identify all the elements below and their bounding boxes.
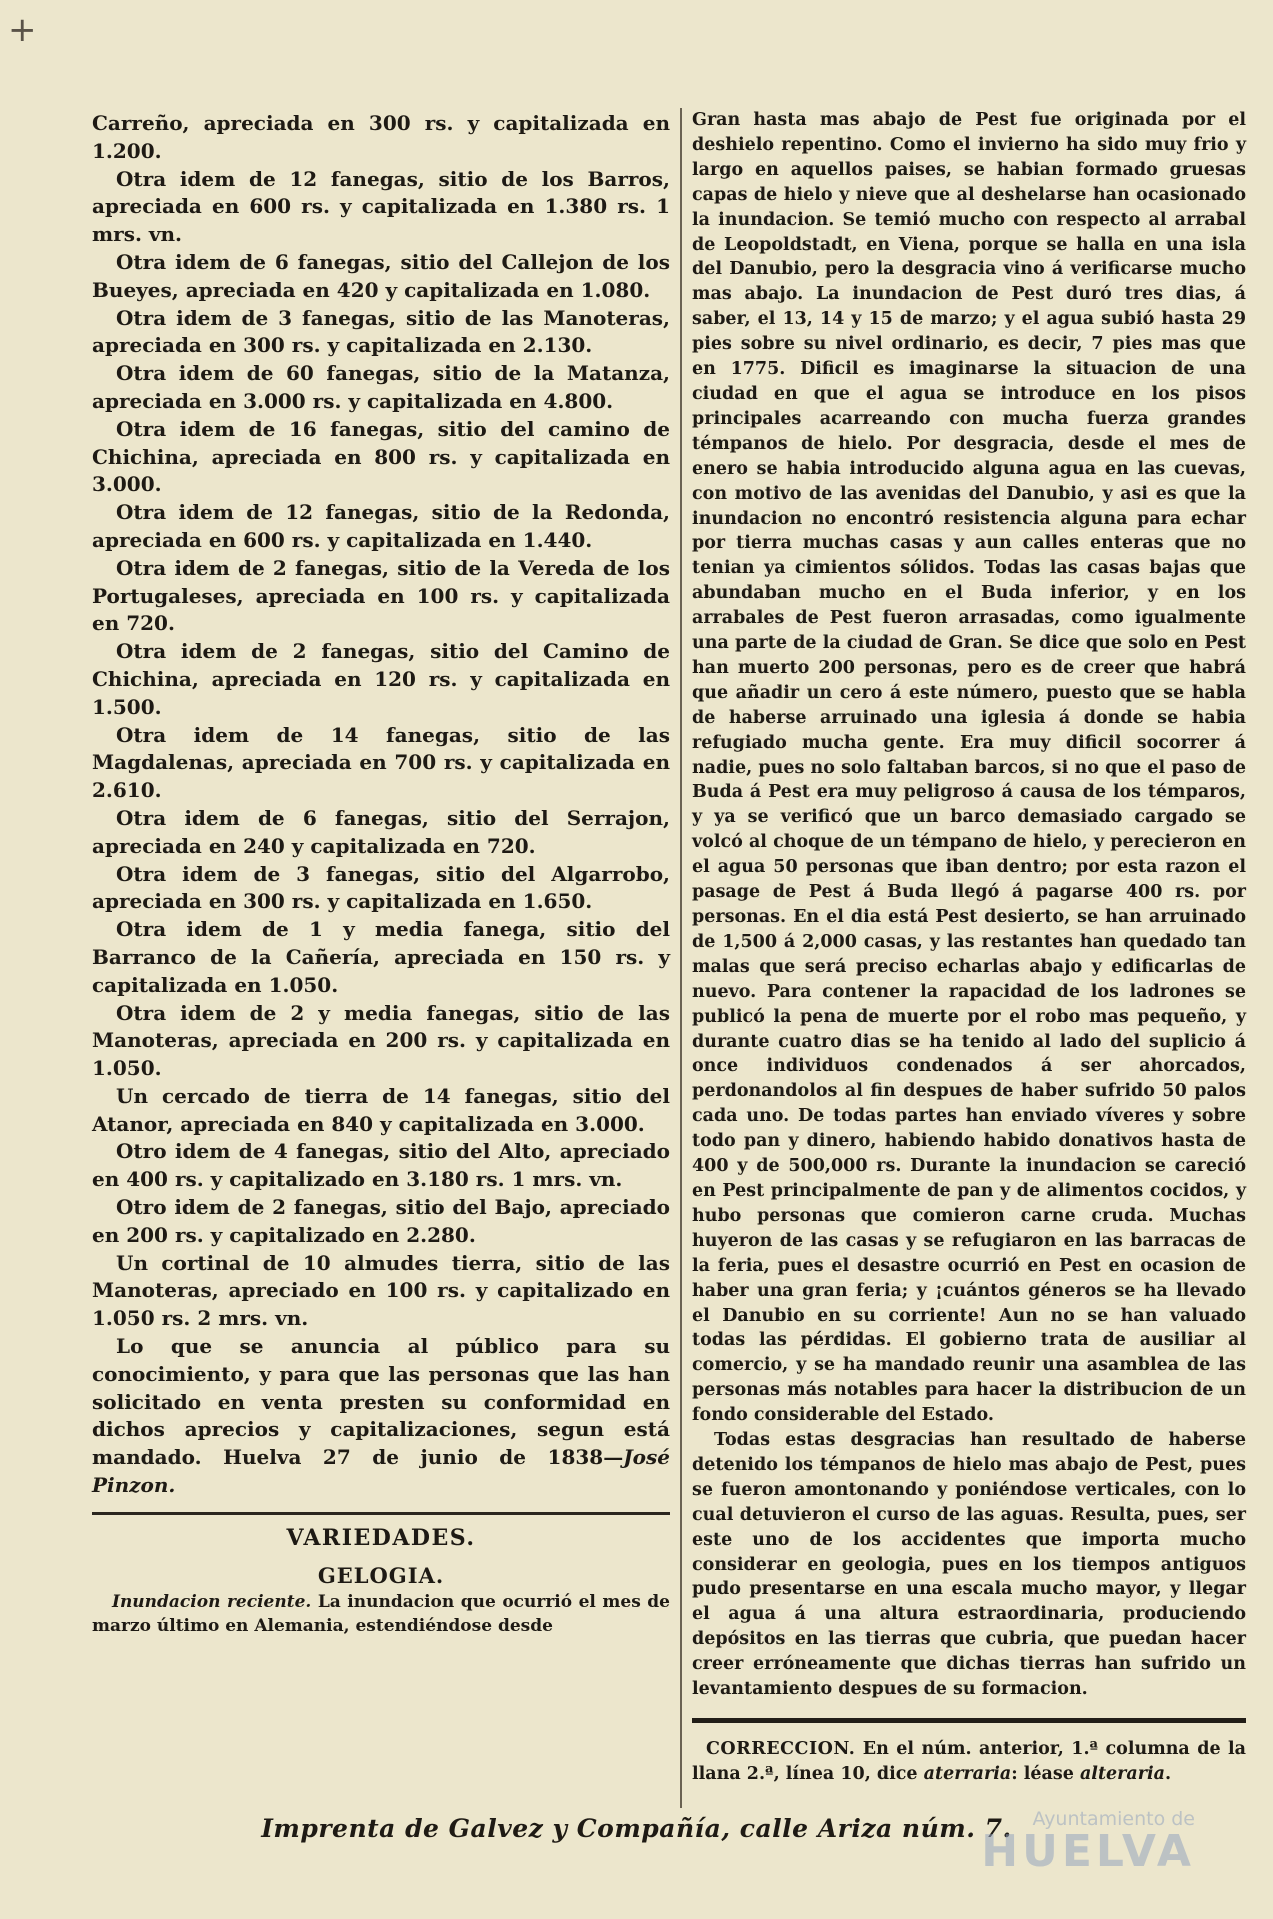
right-column: [692, 108, 1246, 1787]
subsection-title: GELOGIA.: [317, 1562, 445, 1588]
printer-imprint: Imprenta de Galvez y Compañía, calle Ariza núm. 7.: [261, 1814, 1012, 1843]
listing-entry: Otra idem de 6 fanegas, sitio del Callejon de los Bueyes, apreciada en 420 y capitalizada en 1.080.: [92, 249, 670, 302]
listing-entry: Otra idem de 14 fanegas, sitio de las Magdalenas, apreciada en 700 rs. y capitalizada en 2.610.: [92, 722, 670, 803]
correction-text: En el núm. anterior, 1.ª columna de la llana 2.ª, línea 10, dice: [692, 1739, 1246, 1784]
listing-entry: Otra idem de 12 fanegas, sitio de los Barros, apreciada en 600 rs. y capitalizada en 1.380 rs. 1 mrs. vn.: [92, 166, 670, 247]
listing-entry: Otra idem de 60 fanegas, sitio de la Matanza, apreciada en 3.000 rs. y capitalizada en 4.800.: [92, 361, 670, 413]
listing-entry: Otra idem de 2 fanegas, sitio de la Vereda de los Portugaleses, apreciada en 100 rs. y capitalizada en 720.: [92, 555, 670, 636]
section-divider: [92, 1512, 670, 1515]
article-paragraph: Gran hasta mas abajo de Pest fue originada por el deshielo repentino. Como el invierno ha sido muy frio y largo en aquellos paises, se habian formado gruesas capas de hielo y nieve que al deshelarse han ocasionado la inundacion. Se temió mucho con respecto al arrabal de Leopoldstadt, en Viena, porque se halla en una isla del Danubio, pero la desgracia vino á verificarse mucho mas abajo. La inundacion de Pest duró tres dias, á saber, el 13, 14 y 15 de marzo; y el agua subió hasta 29 pies sobre su nivel ordinario, es decir, 7 pies mas que en 1775. Dificil es imaginarse la situacion de una ciudad en que el agua se introduce en los pisos principales acarreando con mucha fuerza grandes témpanos de hielo. Por desgracia, desde el mes de enero se habia introducido alguna agua en las cuevas, con motivo de las avenidas del Danubio, y asi es que la inundacion no encontró resistencia alguna para echar por tierra muchas casas y aun calles enteras que no tenian ya cimientos sólidos. Todas las casas bajas que abundaban mucho en el Buda inferior, y en los arrabales de Pest fueron arrasadas, como igualmente una parte de la ciudad de Gran. Se dice que solo en Pest han muerto 200 personas, pero es de creer que habrá que añadir un cero á este número, puesto que se habla de haberse arruinado una iglesia á donde se habia refugiado mucha gente. Era muy dificil socorrer á nadie, pues no solo faltaban barcos, si no que el paso de Buda á Pest era muy peligroso á causa de los témparos, y ya se verificó que un barco demasiado cargado se volcó al choque de un témpano de hielo, y perecieron en el agua 50 personas que iban dentro; por esta razon el pasage de Pest á Buda llegó á pagarse 400 rs. por personas. En el dia está Pest desierto, se han arruinado de 1,500 á 2,000 casas, y las restantes han quedado tan malas que será preciso echarlas abajo y edificarlas de nuevo. Para contener la rapacidad de los ladrones se publicó la pena de muerte por el robo mas pequeño, y durante cuatro dias se ha tenido al lado del suplicio á once individuos condenados á ser ahorcados, perdonandolos al fin despues de haber sufrido 50 palos cada uno. De todas partes han enviado víveres y sobre todo pan y dinero, habiendo habido donativos hasta de 400 y de 500,000 rs. Durante la inundacion se careció en Pest principalmente de pan y de alimentos cocidos, y hubo personas que comieron carne cruda. Muchas huyeron de las casas y se refugiaron en las barracas de la feria, pues el desastre ocurrió en Pest en ocasion de haber una gran feria; y ¡cuántos géneros se ha llevado el Danubio en su corriente! Aun no se han valuado todas las pérdidas. El gobierno trata de ausiliar al comercio, y se ha mandado reunir una asamblea de las personas más notables para hacer la distribucion de un fondo considerable del Estado.: [692, 110, 1246, 1426]
correction-text-middle: : léase: [1011, 1763, 1074, 1784]
listing-entry: Otra idem de 1 y media fanega, sitio del Barranco de la Cañería, apreciada en 150 rs. y capitalizada en 1.050.: [92, 917, 670, 997]
listing-entry: Carreño, apreciada en 300 rs. y capitalizada en 1.200.: [92, 111, 670, 163]
property-listings: [92, 110, 670, 1333]
correction-divider: [692, 1718, 1246, 1723]
section-title: VARIEDADES.: [286, 1524, 476, 1551]
watermark-line-2: HUELVA: [981, 1826, 1195, 1877]
archive-watermark: [981, 1808, 1195, 1877]
correction-text-end: .: [1164, 1763, 1172, 1784]
left-column: [92, 110, 670, 1638]
column-divider: [680, 108, 682, 1808]
listing-entry: Otra idem de 6 fanegas, sitio del Serrajon, apreciada en 240 y capitalizada en 720.: [92, 805, 670, 858]
listing-entry: Un cercado de tierra de 14 fanegas, sitio del Atanor, apreciada en 840 y capitalizada en 3.000.: [92, 1083, 670, 1136]
listing-entry: Un cortinal de 10 almudes tierra, sitio de las Manoteras, apreciado en 100 rs. y capitalizado en 1.050 rs. 2 mrs. vn.: [92, 1250, 670, 1331]
listing-entry: Otra idem de 12 fanegas, sitio de la Redonda, apreciada en 600 rs. y capitalizada en 1.440.: [92, 500, 670, 552]
announcement-closing: [92, 1333, 670, 1500]
watermark-line-1: Ayuntamiento de: [1032, 1808, 1195, 1830]
correction-right-word: alteraria: [1079, 1763, 1165, 1784]
signature: José Pinzon.: [92, 1445, 670, 1498]
correction-notice: [692, 1737, 1246, 1787]
article-lead: Inundacion reciente.: [112, 1591, 312, 1612]
listing-entry: Otra idem de 2 fanegas, sitio del Camino de Chichina, apreciada en 120 rs. y capitalizada en 1.500.: [92, 639, 670, 719]
listing-entry: Otra idem de 16 fanegas, sitio del camino de Chichina, apreciada en 800 rs. y capitalizada en 3.000.: [92, 416, 670, 497]
listing-entry: Otra idem de 3 fanegas, sitio de las Manoteras, apreciada en 300 rs. y capitalizada en 2.130.: [92, 305, 670, 358]
listing-entry: Otro idem de 2 fanegas, sitio del Bajo, apreciado en 200 rs. y capitalizado en 2.280.: [92, 1195, 670, 1247]
listing-entry: Otro idem de 4 fanegas, sitio del Alto, apreciado en 400 rs. y capitalizado en 3.180 rs. 1 mrs. vn.: [92, 1139, 670, 1192]
correction-wrong-word: aterraria: [923, 1763, 1012, 1784]
listing-entry: Otra idem de 3 fanegas, sitio del Algarrobo, apreciada en 300 rs. y capitalizada en 1.650.: [92, 861, 670, 914]
closing-text: Lo que se anuncia al público para su conocimiento, y para que las personas que las han solicitado en venta presten su conformidad en dichos aprecios y capitalizaciones, segun está mandado. Huelva 27 de junio de 1838—: [92, 1334, 670, 1470]
article-text: La inundacion que ocurrió el mes de marzo último en Alemania, estendiéndose desde: [92, 1591, 670, 1636]
article-paragraph: Todas estas desgracias han resultado de haberse detenido los témpanos de hielo mas abajo de Pest, pues se fueron amontonando y poniéndose verticales, con lo cual detuvieron el curso de las aguas. Resulta, pues, ser este uno de los accidentes que importa mucho considerar en geologia, pues en los tiempos antiguos pudo presentarse en una escala mucho mayor, y llegar el agua á una altura estraordinaria, produciendo depósitos en las tierras que cubria, que puedan hacer creer erróneamente que dichas tierras han sufrido un levantamiento despues de su formacion.: [692, 1430, 1246, 1700]
correction-heading: CORRECCION.: [706, 1739, 856, 1759]
corner-pencil-mark: +: [8, 10, 37, 50]
article-opening: [92, 1590, 670, 1638]
listing-entry: Otra idem de 2 y media fanegas, sitio de las Manoteras, apreciada en 200 rs. y capitalizada en 1.050.: [92, 1000, 670, 1081]
